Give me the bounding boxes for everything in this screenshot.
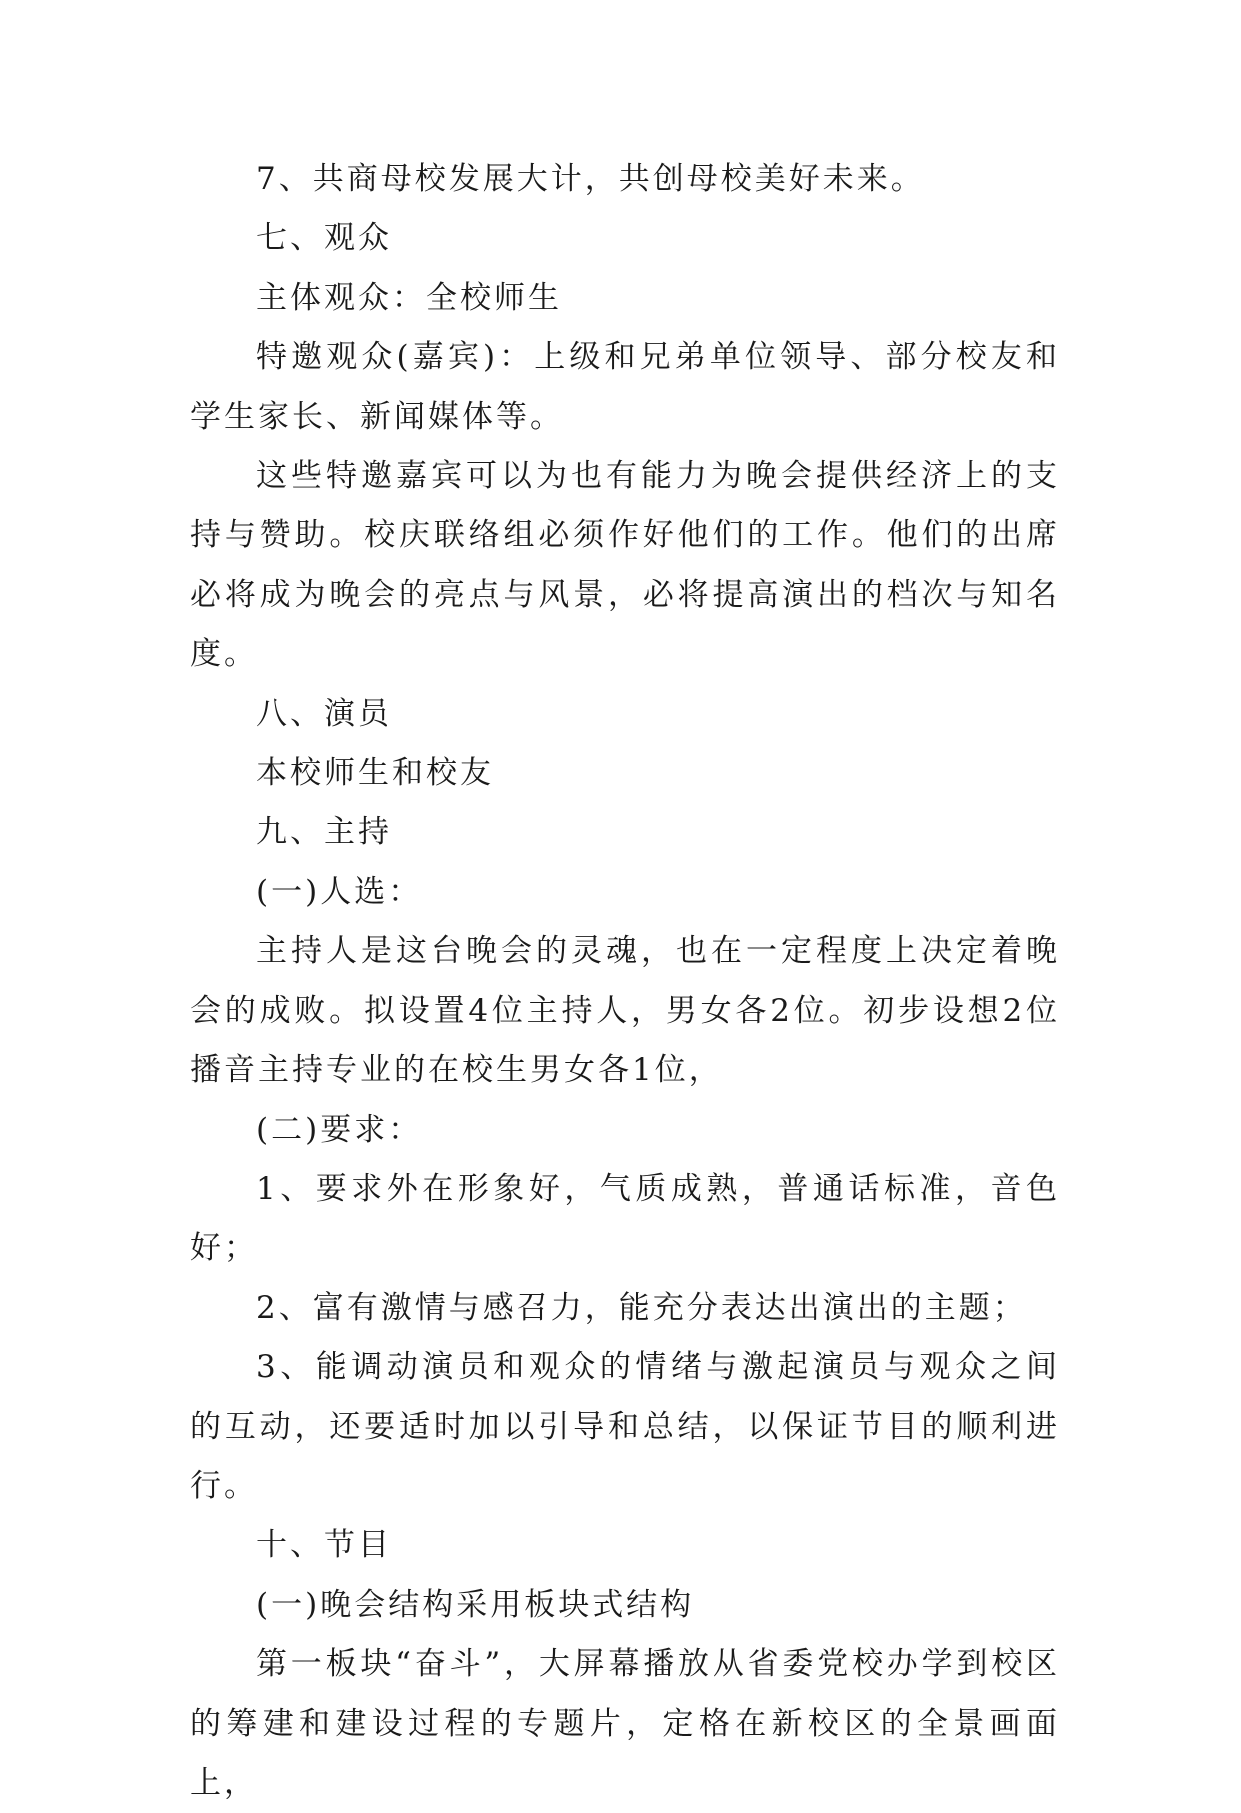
paragraph-performers: 本校师生和校友 [256,755,494,792]
paragraph-goal-7: 7、共商母校发展大计，共创母校美好未来。 [256,161,925,197]
section-heading-audience: 七、观众 [256,220,392,257]
section-heading-host: 九、主持 [256,814,392,851]
document-body [190,150,1060,1813]
paragraph-requirement-1: 1、要求外在形象好，气质成熟，普通话标准，音色好； [190,1170,1060,1267]
paragraph-guest-support: 这些特邀嘉宾可以为也有能力为晚会提供经济上的支持与赞助。校庆联络组必须作好他们的工作。他们的出席必将成为晚会的亮点与风景，必将提高演出的档次与知名度。 [190,458,1060,673]
paragraph-requirement-2: 2、富有激情与感召力，能充分表达出演出的主题； [256,1289,1027,1326]
paragraph-invited-audience: 特邀观众(嘉宾)：上级和兄弟单位领导、部分校友和学生家长、新闻媒体等。 [190,339,1060,435]
paragraph-first-block: 第一板块“奋斗”，大屏幕播放从省委党校办学到校区的筹建和建设过程的专题片，定格在新校区的全景画面上， [190,1646,1060,1801]
section-heading-performers: 八、演员 [256,695,392,732]
subheading-program-structure: (一)晚会结构采用板块式结构 [256,1586,695,1623]
subheading-host-selection: (一)人选： [256,873,423,910]
subheading-host-requirements: (二)要求： [256,1111,423,1148]
paragraph-host-selection: 主持人是这台晚会的灵魂，也在一定程度上决定着晚会的成败。拟设置4位主持人，男女各2位。初步设想2位播音主持专业的在校生男女各1位， [190,933,1060,1089]
paragraph-main-audience: 主体观众：全校师生 [256,279,562,316]
section-heading-program: 十、节目 [256,1527,392,1564]
paragraph-requirement-3: 3、能调动演员和观众的情绪与激起演员与观众之间的互动，还要适时加以引导和总结，以保证节目的顺利进行。 [190,1349,1060,1504]
